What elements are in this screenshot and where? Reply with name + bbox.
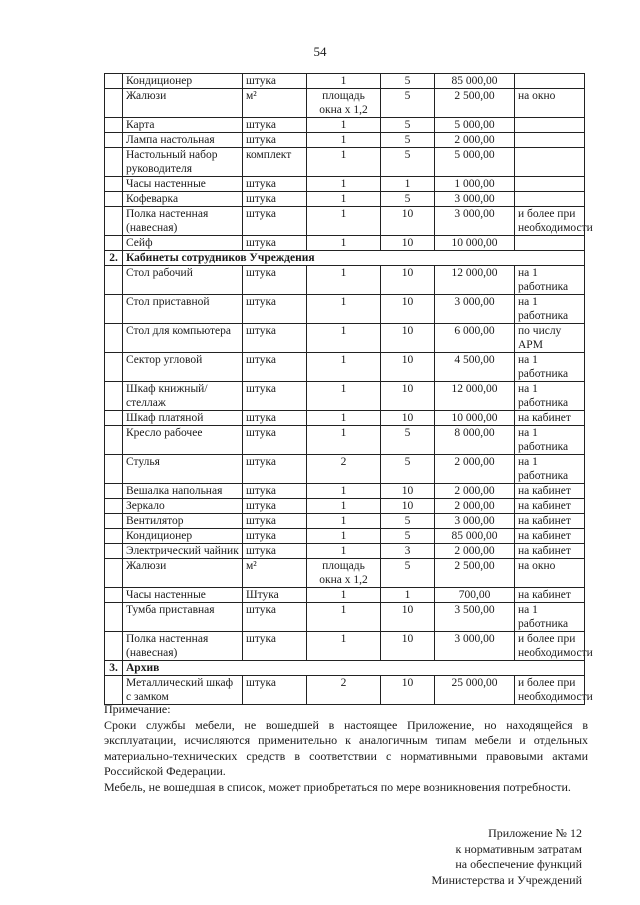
item-name-cell: Шкаф платяной [123, 411, 243, 426]
row-number-cell [105, 529, 123, 544]
service-years-cell: 1 [381, 588, 435, 603]
unit-cell: штука [243, 324, 307, 353]
note-cell: на кабинет [515, 499, 585, 514]
row-number-cell [105, 74, 123, 89]
row-number-cell [105, 236, 123, 251]
table-row [105, 74, 585, 89]
row-number-cell [105, 632, 123, 661]
item-name-cell: Жалюзи [123, 89, 243, 118]
furniture-norms-table [104, 73, 593, 705]
price-cell: 3 000,00 [435, 192, 515, 207]
appendix-header [431, 826, 582, 888]
row-number-cell [105, 484, 123, 499]
quantity-cell: 1 [307, 192, 381, 207]
quantity-cell: 1 [307, 484, 381, 499]
item-name-cell: Кондиционер [123, 74, 243, 89]
item-name-cell: Вешалка напольная [123, 484, 243, 499]
unit-cell: штука [243, 632, 307, 661]
table-row [105, 89, 585, 118]
service-years-cell: 5 [381, 118, 435, 133]
row-number-cell [105, 455, 123, 484]
item-name-cell: Электрический чайник [123, 544, 243, 559]
section-number: 3. [105, 661, 123, 676]
item-name-cell: Вентилятор [123, 514, 243, 529]
quantity-cell: 1 [307, 529, 381, 544]
table-row [105, 353, 585, 382]
service-years-cell: 5 [381, 514, 435, 529]
quantity-cell: 1 [307, 499, 381, 514]
row-number-cell [105, 382, 123, 411]
note-cell: на кабинет [515, 529, 585, 544]
item-name-cell: Кондиционер [123, 529, 243, 544]
price-cell: 2 000,00 [435, 544, 515, 559]
price-cell: 10 000,00 [435, 411, 515, 426]
unit-cell: штука [243, 411, 307, 426]
unit-cell: штука [243, 207, 307, 236]
note-cell: на 1 работника [515, 426, 585, 455]
price-cell: 12 000,00 [435, 266, 515, 295]
item-name-cell: Стол приставной [123, 295, 243, 324]
price-cell: 700,00 [435, 588, 515, 603]
service-years-cell: 10 [381, 266, 435, 295]
unit-cell: штука [243, 266, 307, 295]
unit-cell: штука [243, 177, 307, 192]
row-number-cell [105, 207, 123, 236]
quantity-cell: 1 [307, 118, 381, 133]
service-years-cell: 10 [381, 324, 435, 353]
item-name-cell: Настольный набор руководителя [123, 148, 243, 177]
table-row [105, 266, 585, 295]
price-cell: 3 000,00 [435, 207, 515, 236]
quantity-cell: 2 [307, 676, 381, 705]
row-number-cell [105, 544, 123, 559]
item-name-cell: Сектор угловой [123, 353, 243, 382]
service-years-cell: 1 [381, 177, 435, 192]
table-row [105, 133, 585, 148]
table-row [105, 295, 585, 324]
table-row [105, 411, 585, 426]
quantity-cell: 1 [307, 207, 381, 236]
table-row [105, 499, 585, 514]
price-cell: 12 000,00 [435, 382, 515, 411]
price-cell: 8 000,00 [435, 426, 515, 455]
unit-cell: штука [243, 455, 307, 484]
table-row [105, 382, 585, 411]
item-name-cell: Кофеварка [123, 192, 243, 207]
note-cell: и более при необходимости [515, 207, 585, 236]
service-years-cell: 5 [381, 74, 435, 89]
quantity-cell: 1 [307, 632, 381, 661]
row-number-cell [105, 514, 123, 529]
price-cell: 5 000,00 [435, 118, 515, 133]
note-cell: на 1 работника [515, 353, 585, 382]
item-name-cell: Полка настенная (навесная) [123, 207, 243, 236]
price-cell: 2 000,00 [435, 133, 515, 148]
price-cell: 2 000,00 [435, 499, 515, 514]
unit-cell: штука [243, 603, 307, 632]
service-years-cell: 10 [381, 499, 435, 514]
unit-cell: штука [243, 484, 307, 499]
item-name-cell: Стулья [123, 455, 243, 484]
unit-cell: штука [243, 353, 307, 382]
table-row [105, 559, 585, 588]
quantity-cell: 1 [307, 426, 381, 455]
row-number-cell [105, 118, 123, 133]
note-cell [515, 236, 585, 251]
row-number-cell [105, 133, 123, 148]
notes-block [104, 702, 588, 795]
item-name-cell: Часы настенные [123, 177, 243, 192]
unit-cell: штука [243, 529, 307, 544]
note-cell [515, 192, 585, 207]
service-years-cell: 5 [381, 455, 435, 484]
row-number-cell [105, 324, 123, 353]
section-number: 2. [105, 251, 123, 266]
quantity-cell: 1 [307, 133, 381, 148]
row-number-cell [105, 353, 123, 382]
item-name-cell: Тумба приставная [123, 603, 243, 632]
service-years-cell: 10 [381, 676, 435, 705]
table-row [105, 514, 585, 529]
quantity-cell: 1 [307, 266, 381, 295]
service-years-cell: 10 [381, 632, 435, 661]
table-row [105, 588, 585, 603]
service-years-cell: 5 [381, 529, 435, 544]
price-cell: 3 000,00 [435, 632, 515, 661]
item-name-cell: Кресло рабочее [123, 426, 243, 455]
row-number-cell [105, 411, 123, 426]
row-number-cell [105, 603, 123, 632]
unit-cell: штука [243, 514, 307, 529]
service-years-cell: 5 [381, 133, 435, 148]
unit-cell: штука [243, 499, 307, 514]
quantity-cell: 1 [307, 353, 381, 382]
item-name-cell: Стол для компьютера [123, 324, 243, 353]
section-row [105, 661, 585, 676]
table-body [105, 74, 593, 705]
item-name-cell: Металлический шкаф с замком [123, 676, 243, 705]
unit-cell: штука [243, 236, 307, 251]
unit-cell: штука [243, 426, 307, 455]
note-cell: на окно [515, 559, 585, 588]
note-cell: на кабинет [515, 484, 585, 499]
section-row [105, 251, 585, 266]
item-name-cell: Лампа настольная [123, 133, 243, 148]
note-cell [515, 118, 585, 133]
note-cell: на 1 работника [515, 603, 585, 632]
service-years-cell: 5 [381, 192, 435, 207]
note-cell [515, 177, 585, 192]
quantity-cell: площадь окна х 1,2 [307, 559, 381, 588]
quantity-cell: 1 [307, 74, 381, 89]
service-years-cell: 10 [381, 295, 435, 324]
note-cell [515, 148, 585, 177]
service-years-cell: 5 [381, 89, 435, 118]
note-cell [515, 74, 585, 89]
row-number-cell [105, 295, 123, 324]
unit-cell: штука [243, 192, 307, 207]
quantity-cell: 1 [307, 148, 381, 177]
note-cell: на кабинет [515, 514, 585, 529]
row-number-cell [105, 89, 123, 118]
section-title: Архив [123, 661, 585, 676]
appendix-line-1: Приложение № 12 [488, 826, 582, 840]
price-cell: 2 000,00 [435, 484, 515, 499]
note-cell: и более при необходимости [515, 632, 585, 661]
quantity-cell: 1 [307, 411, 381, 426]
item-name-cell: Шкаф книжный/стеллаж [123, 382, 243, 411]
price-cell: 4 500,00 [435, 353, 515, 382]
price-cell: 3 500,00 [435, 603, 515, 632]
quantity-cell: 2 [307, 455, 381, 484]
table-row [105, 207, 585, 236]
service-years-cell: 5 [381, 559, 435, 588]
service-years-cell: 10 [381, 236, 435, 251]
unit-cell: штука [243, 133, 307, 148]
table-row [105, 544, 585, 559]
price-cell: 5 000,00 [435, 148, 515, 177]
price-cell: 2 500,00 [435, 89, 515, 118]
quantity-cell: 1 [307, 295, 381, 324]
quantity-cell: 1 [307, 382, 381, 411]
section-title: Кабинеты сотрудников Учреждения [123, 251, 585, 266]
price-cell: 25 000,00 [435, 676, 515, 705]
service-years-cell: 3 [381, 544, 435, 559]
price-cell: 85 000,00 [435, 529, 515, 544]
note-cell: на 1 работника [515, 295, 585, 324]
table-row [105, 484, 585, 499]
table-row [105, 529, 585, 544]
row-number-cell [105, 676, 123, 705]
service-years-cell: 10 [381, 411, 435, 426]
note-cell: на 1 работника [515, 266, 585, 295]
table-row [105, 177, 585, 192]
service-years-cell: 10 [381, 484, 435, 499]
item-name-cell: Жалюзи [123, 559, 243, 588]
price-cell: 6 000,00 [435, 324, 515, 353]
note-cell: на кабинет [515, 544, 585, 559]
unit-cell: штука [243, 295, 307, 324]
service-years-cell: 5 [381, 426, 435, 455]
quantity-cell: 1 [307, 236, 381, 251]
service-years-cell: 5 [381, 148, 435, 177]
table-row [105, 148, 585, 177]
price-cell: 3 000,00 [435, 514, 515, 529]
price-cell: 10 000,00 [435, 236, 515, 251]
service-years-cell: 10 [381, 603, 435, 632]
service-years-cell: 10 [381, 207, 435, 236]
unit-cell: м² [243, 559, 307, 588]
appendix-line-3: на обеспечение функций [455, 857, 582, 871]
quantity-cell: 1 [307, 324, 381, 353]
row-number-cell [105, 192, 123, 207]
price-cell: 85 000,00 [435, 74, 515, 89]
service-years-cell: 10 [381, 382, 435, 411]
quantity-cell: 1 [307, 544, 381, 559]
table-row [105, 192, 585, 207]
note-cell: на кабинет [515, 588, 585, 603]
quantity-cell: площадь окна х 1,2 [307, 89, 381, 118]
appendix-line-2: к нормативным затратам [455, 841, 582, 856]
notes-paragraph-2: Мебель, не вошедшая в список, может приобретаться по мере возникновения потребности. [104, 779, 571, 794]
item-name-cell: Карта [123, 118, 243, 133]
row-number-cell [105, 177, 123, 192]
note-cell [515, 133, 585, 148]
unit-cell: штука [243, 676, 307, 705]
note-cell: на 1 работника [515, 455, 585, 484]
unit-cell: м² [243, 89, 307, 118]
table-row [105, 676, 585, 705]
table-row [105, 236, 585, 251]
quantity-cell: 1 [307, 514, 381, 529]
quantity-cell: 1 [307, 603, 381, 632]
page-number: 54 [313, 44, 327, 59]
row-number-cell [105, 148, 123, 177]
unit-cell: штука [243, 74, 307, 89]
item-name-cell: Часы настенные [123, 588, 243, 603]
note-cell: на кабинет [515, 411, 585, 426]
row-number-cell [105, 426, 123, 455]
unit-cell: штука [243, 118, 307, 133]
table-row [105, 632, 585, 661]
item-name-cell: Сейф [123, 236, 243, 251]
row-number-cell [105, 588, 123, 603]
table-row [105, 324, 585, 353]
unit-cell: штука [243, 544, 307, 559]
row-number-cell [105, 499, 123, 514]
item-name-cell: Полка настенная (навесная) [123, 632, 243, 661]
item-name-cell: Стол рабочий [123, 266, 243, 295]
appendix-line-4: Министерства и Учреждений [431, 872, 582, 887]
quantity-cell: 1 [307, 588, 381, 603]
unit-cell: комплект [243, 148, 307, 177]
row-number-cell [105, 266, 123, 295]
table-row [105, 455, 585, 484]
note-cell: на 1 работника [515, 382, 585, 411]
service-years-cell: 10 [381, 353, 435, 382]
row-number-cell [105, 559, 123, 588]
price-cell: 2 000,00 [435, 455, 515, 484]
unit-cell: Штука [243, 588, 307, 603]
quantity-cell: 1 [307, 177, 381, 192]
table-row [105, 426, 585, 455]
notes-title: Примечание: [104, 702, 171, 716]
note-cell: и более при необходимости [515, 676, 585, 705]
notes-paragraph-1: Сроки службы мебели, не вошедшей в настоящее Приложение, но находящейся в эксплуатации, исчисляются применительно к аналогичным типам мебели и отдельных материально-технических средств в соответствии с нормативными правовыми актами Российской Федерации. [104, 717, 588, 778]
note-cell: по числу АРМ [515, 324, 585, 353]
price-cell: 2 500,00 [435, 559, 515, 588]
table-row [105, 603, 585, 632]
price-cell: 3 000,00 [435, 295, 515, 324]
price-cell: 1 000,00 [435, 177, 515, 192]
item-name-cell: Зеркало [123, 499, 243, 514]
note-cell: на окно [515, 89, 585, 118]
unit-cell: штука [243, 382, 307, 411]
table-row [105, 118, 585, 133]
